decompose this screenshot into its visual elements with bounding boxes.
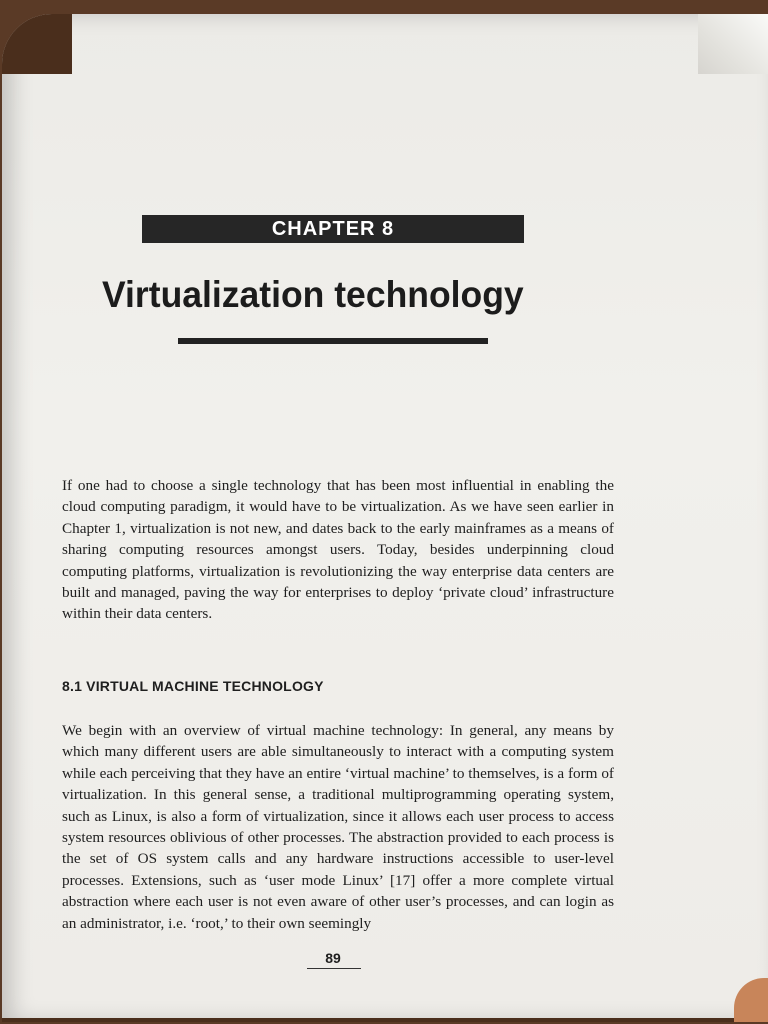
section-title: VIRTUAL MACHINE TECHNOLOGY (86, 678, 324, 694)
bleed-through-text (62, 86, 622, 426)
page-corner-shadow (2, 14, 72, 74)
page-number: 89 (325, 950, 341, 966)
page-bottom-edge (2, 1018, 768, 1022)
page-number-rule (307, 968, 361, 969)
page-curl (698, 14, 768, 74)
section-paragraph: We begin with an overview of virtual machine technology: In general, any means by which many different users are able simultaneously to interact with a computing system while each perceiving that they have an entire ‘virtual machine’ to themselves, is a form of virtualization. In this general sense, a traditional multiprogramming operating system, such as Linux, is also a form of virtualization, since it allows each user process to access system resources oblivious of other processes. The abstraction provided to each process is the set of OS system calls and any hardware instructions accessible to user-level processes. Extensions, such as ‘user mode Linux’ [17] offer a more complete virtual abstraction where each user is not even aware of other user’s processes, and can login as an administrator, i.e. ‘root,’ to their own seemingly (62, 722, 614, 932)
chapter-title: Virtualization technology (102, 274, 524, 315)
chapter-label: CHAPTER 8 (142, 215, 524, 243)
section-heading (62, 678, 324, 694)
thumb (734, 978, 768, 1022)
book-page (2, 14, 768, 1022)
intro-paragraph: If one had to choose a single technology that has been most influential in enabling the cloud computing paradigm, it would have to be virtualization. As we have seen earlier in Chapter 1, virtualization is not new, and dates back to the early mainframes as a means of sharing computing resources amongst users. Today, besides underpinning cloud computing platforms, virtualization is revolutionizing the way enterprise data centers are built and managed, paving the way for enterprises to deploy ‘private cloud’ infrastructure within their data centers. (62, 477, 614, 623)
title-rule (178, 338, 488, 344)
section-number: 8.1 (62, 678, 83, 694)
